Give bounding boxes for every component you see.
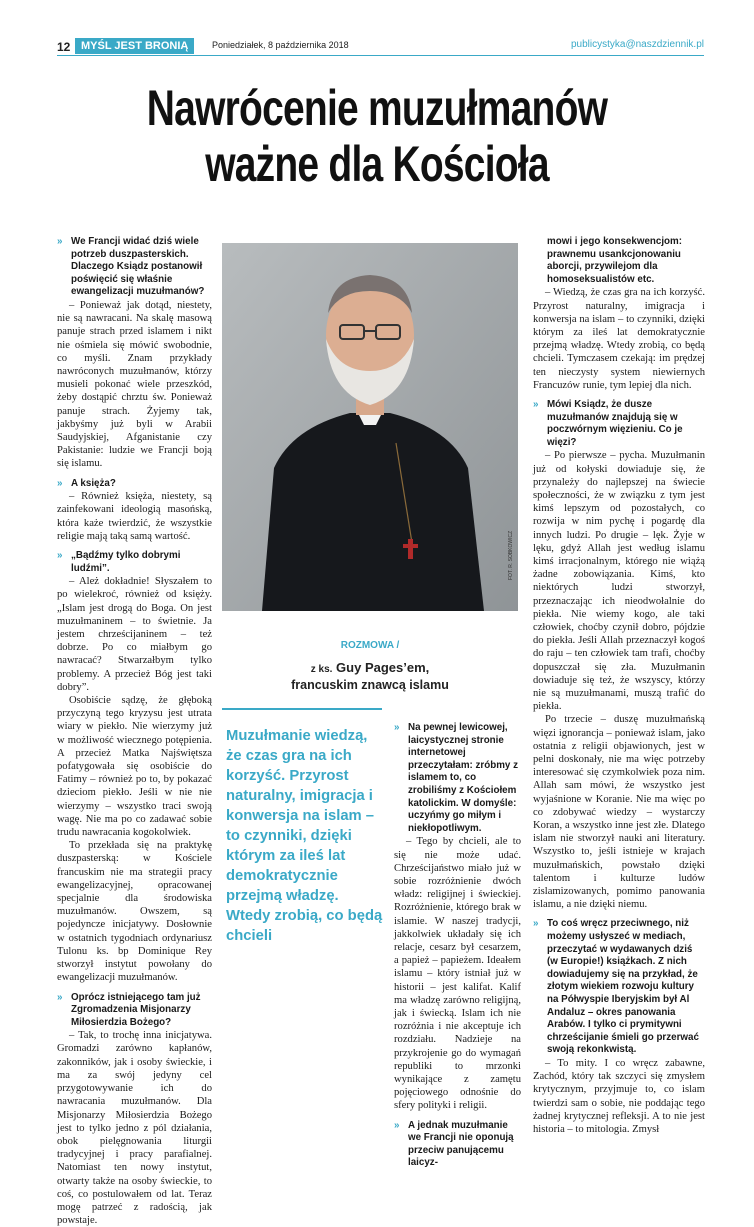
- question-7: » Mówi Ksiądz, że dusze muzułmanów znajdują się w poczwórnym więzieniu. Co je więzi?: [533, 399, 683, 448]
- pull-quote: Muzułmanie wiedzą, że czas gra na ich korzyść. Przyrost naturalny, imigracja i konwersja na islam – to czynniki, dzięki którym za ileś lat demokratycznie przejmą władzę. Wtedy zrobią, co będą chcieli: [226, 728, 383, 944]
- question-1: » We Francji widać dziś wiele potrzeb duszpasterskich. Dlaczego Ksiądz postanowił poświęcić się właśnie ewangelizacji muzułmanów?: [57, 236, 205, 298]
- question-8: » To coś wręcz przeciwnego, niż możemy usłyszeć w mediach, przeczytać w wydawanych dziś (w Europie!) książkach. Z nich dowiadujemy się na przykład, że złotym wiekiem rozwoju kultury na Półwyspie Iberyjskim był Al Andaluz – okres panowania Arabów. I tylko ci prymitywni chrześcijanie śmieli go przerwać swoją rekonkwistą.: [533, 918, 699, 1056]
- column-1: [57, 236, 212, 1227]
- author-photo: [222, 243, 518, 611]
- answer-7a: – Po pierwsze – pycha. Muzułmanin już od kołyski dowiaduje się, że przynależy do najlepszej na świecie społeczności, że w związku z tym jest kimś lepszym od pozostałych, co rozwija w nim pychę i pogardę dla innych ludzi. Po drugie – lęk. Żyje w lęku, gdyż Allah jest według islamu kimś irracjonalnym, którego nie wiążą żadne zobowiązania. Kimś, kto niektórych ludzi stworzył, przeznaczając ich nieodwołalnie do piekła. Nie wiemy kogo, ale taki człowiek, choćby czynił dobro, pójdzie do piekła. Jeśli Allah przeznaczył kogoś do raju – ten człowiek tam trafi, choćby dopuszczał się zła. Muzułmanin dowiaduje się też, że wszyscy, którzy nie są muzułmanami, muszą trafić do piekła.: [533, 450, 705, 713]
- answer-2: – Również księża, niestety, są zainfekowani ideologią masońską, która każe twierdzić, że wszystkie religie mają taką samą wartość.: [57, 491, 212, 542]
- interview-label: ROZMOWA /: [340, 640, 400, 651]
- answer-6: – Wiedzą, że czas gra na ich korzyść. Przyrost naturalny, imigracja i konwersja na islam – to czynniki, dzięki którym za ileś lat demokratycznie przejmą władzę. Wtedy zrobią, co będą chcieli. Tymczasem czekają: im prędzej ten nieczysty system niewiernych Francuzów runie, tym lepiej dla nich.: [533, 287, 705, 391]
- answer-8: – To mity. I co wręcz zabawne, Zachód, który tak szczyci się zmysłem krytycznym, przyjmuje to, co islam twierdzi sam o sobie, nie poddając tego żadnej krytycznej refleksji. A to nie jest historia – to mitologia. Zmysł: [533, 1058, 705, 1136]
- article-title: [83, 80, 671, 192]
- interviewee-role: francuskim znawcą islamu: [291, 678, 449, 692]
- interviewee-name: z ks. Guy Pages’em,: [310, 660, 430, 675]
- answer-4: – Tak, to trochę inna inicjatywa. Gromadzi zarówno kapłanów, zakonników, jak i osoby świeckie, i ma za swój jedyny cel przygotowywanie ich do nawracania muzułmanów. Dla Misjonarzy Miłosierdzia Bożego jest to tylko jedno z pól działania, obok pielęgnowania liturgii tradycyjnej i pracy parafialnej. Natomiast ten nowy instytut, otwarty także na osoby świeckie, to coś, co postulowałem od lat. Teraz mogę patrzeć z radością, jak powstaje.: [57, 1030, 212, 1227]
- title-line-1: Nawrócenie muzułmanów: [146, 80, 608, 136]
- issue-date: Poniedziałek, 8 października 2018: [212, 40, 349, 50]
- page-number: 12: [57, 40, 71, 54]
- question-6: » A jednak muzułmanie we Francji nie oponują przeciw panującemu laicyz-: [394, 1119, 514, 1169]
- quote-marker-icon: »: [57, 236, 63, 247]
- question-3: » „Bądźmy tylko dobrymi ludźmi”.: [57, 550, 181, 574]
- question-2: » A księża?: [57, 477, 116, 489]
- column-3: [533, 236, 705, 1136]
- answer-7b: Po trzecie – duszę muzułmańską więzi ignorancja – ponieważ islam, jako ostatnia z religii objawionych, jest w pelni doskonały, nie ma więc potrzeby interesować się czymkolwiek poza nim. Allah sam mówi, że wszystko jest wyjaśnione w Koranie. Nie ma więc po co zdobywać wiedzy – wystarczy Koran, a wszystko inne jest złe. Dlatego islam nie stworzył nauki ani literatury. Wszystko to, jeśli istnieje w krajach muzułmańskich, powstało dzięki talentom i kulturze ludów zislamizowanych, pomimo panowania islamu, a nie dzięki niemu.: [533, 714, 705, 911]
- question-6-continued: mowi i jego konsekwencjom: prawnemu usankcjonowaniu aborcji, przywilejom dla homoseksualistów etc.: [547, 236, 683, 285]
- page-header: [0, 0, 754, 56]
- answer-5: – Tego by chcieli, ale to się nie może udać. Chrześcijaństwo miało już w sobie rozróżnienie dwóch władz: religijnej i świeckiej. Rozróżnienie, którego brak w islamie. W naszej tradycji, jakkolwiek układały się ich relacje, cesarz był cesarzem, a papież – papieżem. Ideałem islamu – który istniał już w historii – jest kalifat. Kalif ma władzę zarówno religijną, jak i świecką. Islam ich nie rozróżnia i nie akceptuje ich rozdziału. Nadzieje na przykrojenie go do wymagań republiki to mrzonki wynikające z zamętu pojęciowego odnośnie do sfery polityki i religii.: [394, 836, 521, 1112]
- pull-quote-rule: [222, 708, 382, 710]
- quote-marker-icon: »: [57, 477, 63, 489]
- quote-marker-icon: »: [57, 991, 63, 1003]
- answer-3a: – Ależ dokładnie! Słyszałem to po wielekroć, również od księży. „Islam jest drogą do Boga. On jest muzułmaninem – to świetnie. Ja jestem chrześcijaninem – też dobrze. Po co miałbym go nawracać? Stwarzałbym tylko problemy. A przecież Bóg jest taki dobry”.: [57, 576, 212, 693]
- answer-3c: To przekłada się na praktykę duszpasterską: w Kościele francuskim nie ma strategii pracy ewangelizacyjnej, opracowanej specjalnie dla środowiska muzułmanów. Owszem, są pojedyncze inicjatywy. Dosłownie w ostatnich tygodniach ordynariusz Tulonu ks. bp Dominique Rey stworzył instytut powołany do ewangelizacji muzułmanów.: [57, 840, 212, 984]
- quote-marker-icon: »: [394, 722, 400, 733]
- quote-marker-icon: »: [57, 550, 63, 562]
- question-5: » Na pewnej lewicowej, laicystycznej stronie internetowej przeczytałam: zróbmy z islamem to, co zrobiliśmy z Kościołem katolickim. W domyśle: uczyńmy go miłym i niekłopotliwym.: [394, 722, 518, 834]
- quote-marker-icon: »: [533, 918, 539, 930]
- quote-marker-icon: »: [394, 1119, 400, 1131]
- section-label: MYŚL JEST BRONIĄ: [75, 38, 194, 54]
- photo-credit: FOT. R. SOBKOWICZ: [508, 530, 514, 580]
- question-4: » Oprócz istniejącego tam już Zgromadzenia Misjonarzy Miłosierdzia Bożego?: [57, 991, 201, 1028]
- section-email[interactable]: publicystyka@naszdziennik.pl: [571, 39, 704, 50]
- quote-marker-icon: »: [533, 399, 539, 410]
- answer-1: – Ponieważ jak dotąd, niestety, nie są nawracani. Na skalę masową panuje strach przed islamem i nikt nie ośmiela się mówić swobodnie, co myśli. Znam przykłady nawróconych muzułmanów, którzy musieli pokonać wiele przeszkód, żeby dostąpić chrztu św. Ponieważ panuje strach. Żyjemy tak, jakbyśmy już byli w Arabii Saudyjskiej, Afganistanie czy Pakistanie: ludzie we Francji boją się islamu.: [57, 299, 212, 470]
- header-rule: [57, 55, 704, 56]
- answer-3b: Osobiście sądzę, że głęboką przyczyną tego kryzysu jest utrata wiary w piekło. Nie wierzymy już w możliwość wiecznego potępienia. A przecież Matka Najświętsza pofatygowała się osobiście do Fatimy – również po to, by pokazać dzieciom piekło. Jeśli w nie nie wierzymy – wszystko traci swoją wagę. Nie ma po co zadawać sobie trudu nawracania kogokolwiek.: [57, 695, 212, 839]
- priest-portrait-icon: [222, 243, 518, 611]
- column-2: [394, 722, 521, 1170]
- title-line-2: ważne dla Kościoła: [205, 136, 549, 192]
